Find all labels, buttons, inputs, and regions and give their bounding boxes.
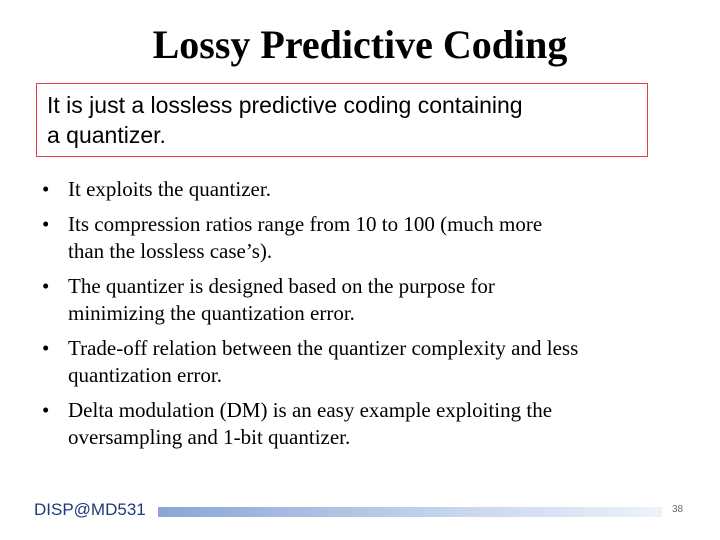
bullet-text-line-2: oversampling and 1-bit quantizer. bbox=[68, 425, 351, 449]
bullet-text-line-1: The quantizer is designed based on the purpose for bbox=[68, 274, 495, 298]
callout-line-1: It is just a lossless predictive coding containing bbox=[47, 92, 523, 118]
bullet-text-line-1: Trade-off relation between the quantizer complexity and less bbox=[68, 336, 579, 360]
bullet-item bbox=[40, 397, 690, 451]
bullet-dot-icon: • bbox=[42, 212, 50, 236]
bullet-text-line-2: minimizing the quantization error. bbox=[68, 301, 355, 325]
bullet-text-line-1: It exploits the quantizer. bbox=[68, 177, 271, 201]
bullet-dot-icon: • bbox=[42, 274, 50, 298]
bullet-text-line-1: Its compression ratios range from 10 to 100 (much more bbox=[68, 212, 543, 236]
bullet-item bbox=[40, 335, 690, 389]
bullet-dot-icon: • bbox=[42, 177, 50, 201]
callout-line-2: a quantizer. bbox=[47, 122, 166, 148]
page-number: 38 bbox=[672, 504, 684, 515]
slide-title: Lossy Predictive Coding bbox=[152, 22, 568, 67]
footer-gradient-bar bbox=[158, 507, 662, 517]
bullet-text-line-2: quantization error. bbox=[68, 363, 222, 387]
footer-course-label: DISP@MD531 bbox=[34, 500, 146, 519]
bullet-dot-icon: • bbox=[42, 336, 50, 360]
bullet-item bbox=[40, 211, 690, 265]
definition-callout-box bbox=[36, 83, 648, 157]
bullet-list bbox=[40, 176, 690, 459]
bullet-item bbox=[40, 273, 690, 327]
bullet-text-line-2: than the lossless case’s). bbox=[68, 239, 273, 263]
bullet-dot-icon: • bbox=[42, 398, 50, 422]
bullet-text-line-1: Delta modulation (DM) is an easy example exploiting the bbox=[68, 398, 553, 422]
bullet-item bbox=[40, 176, 690, 203]
